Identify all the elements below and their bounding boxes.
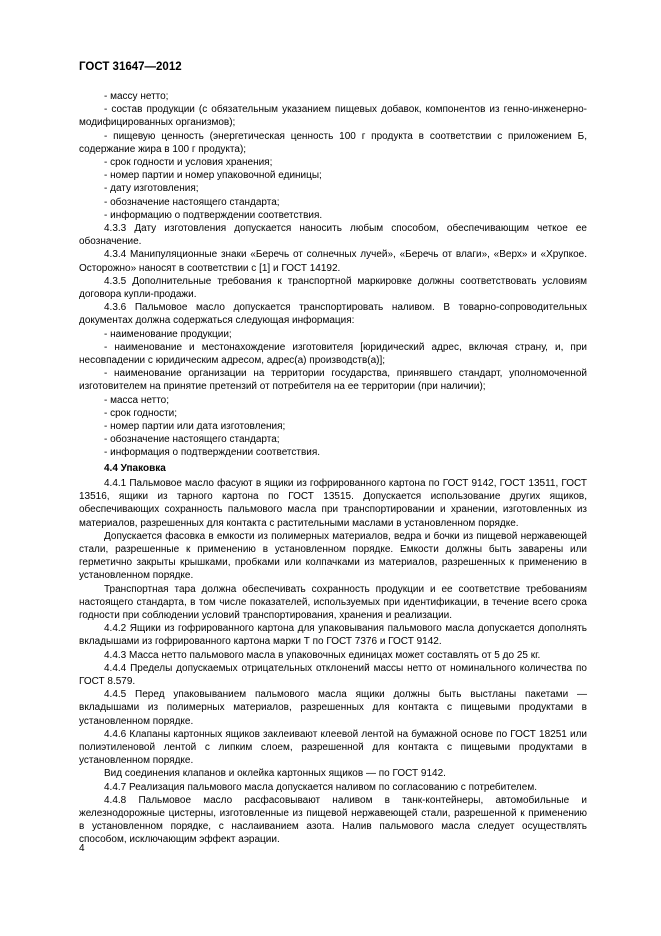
list-item: - наименование и местонахождение изготовителя [юридический адрес, включая страну, и, при несовпадении с юридическим адресом, адрес(а) производств(а)];: [79, 341, 587, 367]
list-item: - наименование продукции;: [104, 328, 232, 340]
document-body: [79, 90, 587, 847]
list-item: - пищевую ценность (энергетическая ценность 100 г продукта в соответствии с приложением Б, содержание жира в 100 г продукта);: [79, 130, 587, 155]
paragraph: 4.3.5 Дополнительные требования к транспортной маркировке должны соответствовать условиям договора купли-продажи.: [79, 275, 587, 301]
document-header: ГОСТ 31647—2012: [79, 61, 182, 73]
list-item: - номер партии или дата изготовления;: [104, 421, 286, 433]
paragraph: 4.4.5 Перед упаковыванием пальмового масла ящики должны быть выстланы пакетами — вкладышами из полимерных материалов, разрешенных для контакта с пищевыми продуктами в установленном порядке.: [79, 689, 587, 727]
list-item: - масса нетто;: [104, 394, 170, 406]
list-item: - состав продукции (с обязательным указанием пищевых добавок, компонентов из генно-инженерно-модифицированных организмов);: [79, 104, 587, 129]
paragraph: 4.4.8 Пальмовое масло расфасовывают наливом в танк-контейнеры, автомобильные и железнодорожные цистерны, изготовленные из пищевой нержавеющей стали, разрешенной к применению в установленном порядке, с наслаиванием азота. Налив пальмового масла следует осуществлять способом, исключающим эффект аэрации.: [79, 794, 587, 846]
paragraph: 4.3.6 Пальмовое масло допускается транспортировать наливом. В товарно-сопроводительных документах должна содержаться следующая информация:: [79, 302, 587, 327]
list-item: - обозначение настоящего стандарта;: [104, 196, 280, 208]
paragraph: 4.3.4 Манипуляционные знаки «Беречь от солнечных лучей», «Беречь от влаги», «Верх» и «Хрупкое. Осторожно» наносят в соответствии с [1] и ГОСТ 14192.: [79, 249, 587, 274]
paragraph: 4.4.1 Пальмовое масло фасуют в ящики из гофрированного картона по ГОСТ 9142, ГОСТ 13511, ГОСТ 13516, ящики из тарного картона по ГОСТ 13515. Допускается использование других ящиков, обеспечивающих сохранность пальмового масла при транспортировании и хранении, изготовленных из материалов, разрешенных для контакта с растительными маслами в установленном порядке.: [79, 477, 587, 529]
paragraph: 4.4.2 Ящики из гофрированного картона для упаковывания пальмового масла допускается дополнять вкладышами из гофрированного картона марки Т по ГОСТ 7376 и ГОСТ 9142.: [79, 623, 587, 648]
list-item: - срок годности;: [104, 407, 178, 419]
paragraph: 4.4.3 Масса нетто пальмового масла в упаковочных единицах может составлять от 5 до 25 кг.: [104, 649, 541, 661]
page-number: 4: [79, 843, 85, 854]
paragraph: 4.3.3 Дату изготовления допускается наносить любым способом, обеспечивающим четкое ее обозначение.: [79, 223, 587, 248]
list-item: - информация о подтверждении соответствия.: [104, 447, 321, 459]
list-item: - номер партии и номер упаковочной единицы;: [104, 170, 322, 182]
paragraph: Транспортная тара должна обеспечивать сохранность продукции и ее соответствие требованиям настоящего стандарта, в том числе показателей, используемых при идентификации, в течение всего срока годности при соблюдении условий транспортирования, хранения и реализации.: [79, 583, 587, 621]
paragraph: Допускается фасовка в емкости из полимерных материалов, ведра и бочки из пищевой нержавеющей стали, разрешенные к применению в установленном порядке. Емкости должны быть заварены или герметично закрыты крышками, пробками или колпачками из материалов, разрешенных к применению в установленном порядке.: [79, 530, 587, 582]
list-item: - дату изготовления;: [104, 183, 199, 195]
paragraph: 4.4.4 Пределы допускаемых отрицательных отклонений массы нетто от номинального количества по ГОСТ 8.579.: [79, 662, 587, 687]
list-item: - обозначение настоящего стандарта;: [104, 434, 280, 446]
list-item: - массу нетто;: [104, 91, 169, 102]
list-item: - информацию о подтверждении соответствия.: [104, 209, 323, 221]
paragraph: Вид соединения клапанов и оклейка картонных ящиков — по ГОСТ 9142.: [104, 768, 446, 780]
list-item: - срок годности и условия хранения;: [104, 157, 273, 169]
paragraph: 4.4.6 Клапаны картонных ящиков заклеивают клеевой лентой на бумажной основе по ГОСТ 18251 или полиэтиленовой лентой с липким слоем, разрешенной для контакта с пищевыми продуктами в установленном порядке.: [79, 728, 587, 767]
paragraph: 4.4.7 Реализация пальмового масла допускается наливом по согласованию с потребителем.: [104, 781, 537, 793]
section-heading: 4.4 Упаковка: [104, 462, 166, 474]
list-item: - наименование организации на территории государства, принявшего стандарт, уполномоченной изготовителем на принятие претензий от потребителя на ее территории (при наличии);: [79, 368, 587, 393]
